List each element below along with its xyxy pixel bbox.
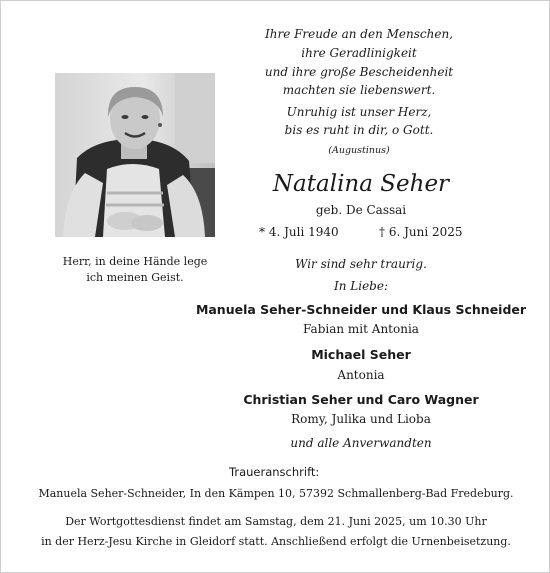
service-line-2: in der Herz-Jesu Kirche in Gleidorf statt. Anschließend erfolgt die Urnenbeisetzung. [41,535,511,548]
service-line-1: Der Wortgottesdienst findet am Samstag, dem 21. Juni 2025, um 10.30 Uhr [65,515,487,528]
caption-line-1: Herr, in deine Hände lege [62,255,208,268]
family-2-children: Antonia [337,368,385,382]
family-1-names: Manuela Seher-Schneider und Klaus Schneider [195,302,527,317]
family-3-children: Romy, Julika und Lioba [291,412,431,426]
mourners-intro-1: Wir sind sehr traurig. [295,257,427,271]
poem-source: (Augustinus) [328,145,390,156]
caption-line-2: ich meinen Geist. [86,271,184,284]
family-3-names: Christian Seher und Caro Wagner [243,392,479,407]
poem-line-5: Unruhig ist unser Herz, [286,105,432,119]
birth-name: geb. De Cassai [315,203,407,217]
poem-line-3: und ihre große Bescheidenheit [264,65,454,79]
family-1-children: Fabian mit Antonia [303,322,419,336]
address-text: Manuela Seher-Schneider, In den Kämpen 10, 57392 Schmallenberg-Bad Fredeburg. [38,487,514,500]
portrait-photo-image [55,73,215,237]
deceased-name: Natalina Seher [272,171,450,197]
poem-line-4: machten sie liebenswert. [282,83,436,97]
portrait-photo [55,73,215,237]
birth-date: * 4. Juli 1940 [259,225,339,239]
poem-line-2: ihre Geradlinigkeit [301,46,417,60]
address-label: Traueranschrift: [229,465,320,479]
poem-line-1: Ihre Freude an den Menschen, [264,27,453,41]
other-relatives: und alle Anverwandten [290,436,432,450]
poem-line-6: bis es ruht in dir, o Gott. [284,123,434,137]
death-date: † 6. Juni 2025 [379,225,463,239]
mourners-intro-2: In Liebe: [333,279,389,293]
family-2-names: Michael Seher [311,347,411,362]
